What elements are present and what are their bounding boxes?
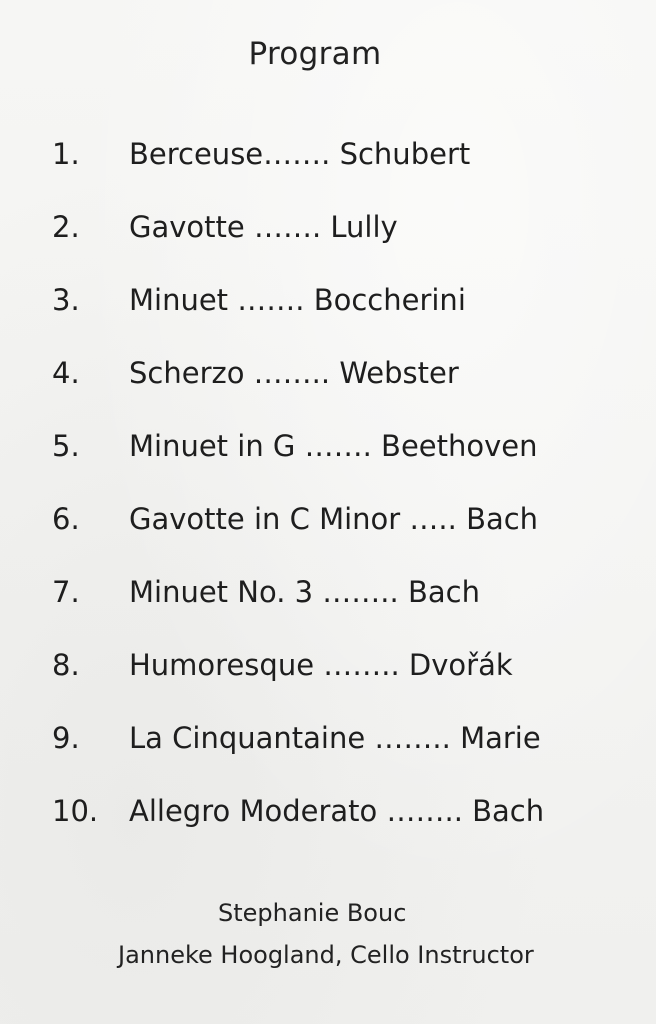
item-number: 7. [52, 575, 80, 609]
list-item [0, 495, 656, 568]
list-item [0, 568, 656, 641]
item-text: Minuet in G ……. Beethoven [129, 429, 538, 463]
item-number: 4. [52, 356, 80, 390]
item-text: Scherzo …….. Webster [129, 356, 459, 390]
page-title: Program [248, 36, 382, 72]
item-number: 5. [52, 429, 80, 463]
item-number: 10. [52, 794, 99, 828]
list-item [0, 422, 656, 495]
item-number: 9. [52, 721, 80, 755]
list-item [0, 130, 656, 203]
item-text: Allegro Moderato …….. Bach [129, 794, 545, 828]
item-text: Gavotte in C Minor ….. Bach [129, 502, 539, 536]
list-item [0, 349, 656, 422]
list-item [0, 714, 656, 787]
item-text: Gavotte ……. Lully [129, 210, 398, 244]
item-text: Minuet ……. Boccherini [129, 283, 466, 317]
item-text: Berceuse……. Schubert [129, 137, 471, 171]
item-number: 6. [52, 502, 80, 536]
program-list [0, 130, 656, 860]
item-number: 2. [52, 210, 80, 244]
list-item [0, 276, 656, 349]
list-item [0, 641, 656, 714]
item-number: 3. [52, 283, 80, 317]
item-text: Minuet No. 3 …….. Bach [129, 575, 480, 609]
item-text: Humoresque …….. Dvořák [129, 648, 513, 682]
item-number: 8. [52, 648, 80, 682]
performer-name: Stephanie Bouc [218, 899, 407, 927]
list-item [0, 787, 656, 860]
list-item [0, 203, 656, 276]
item-text: La Cinquantaine …….. Marie [129, 721, 541, 755]
instructor-credit: Janneke Hoogland, Cello Instructor [118, 941, 534, 969]
item-number: 1. [52, 137, 80, 171]
